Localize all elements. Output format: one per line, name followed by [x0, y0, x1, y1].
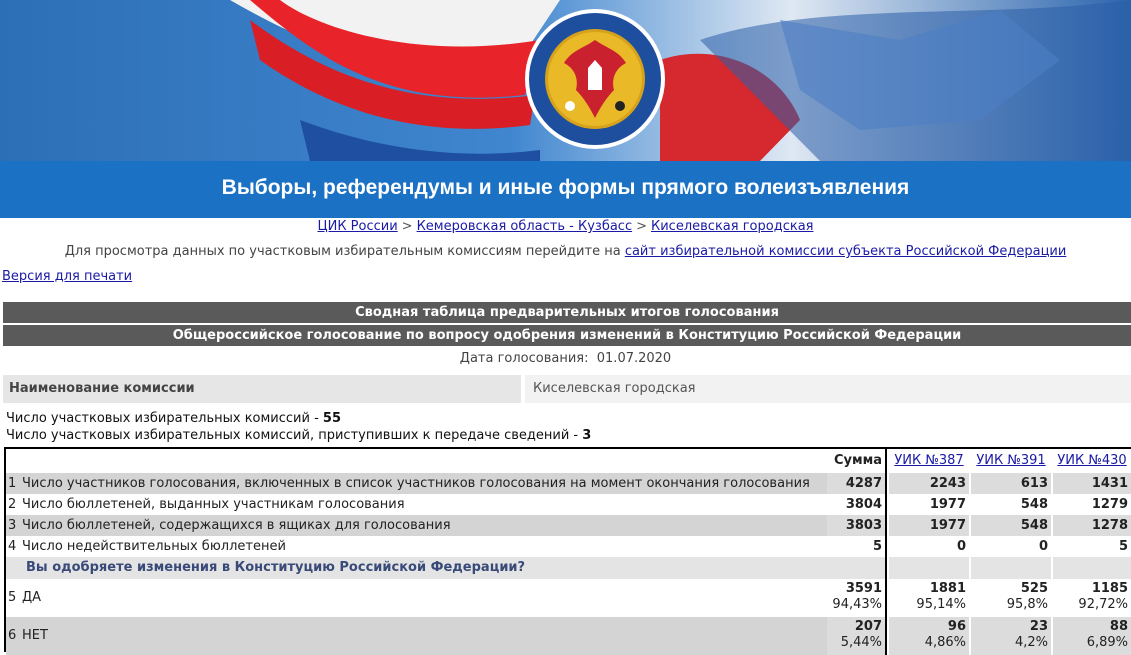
table-row: [6, 536, 1131, 557]
row-uik-430: 1431: [1053, 473, 1131, 494]
summary-table-header: Сводная таблица предварительных итогов голосования: [3, 302, 1131, 323]
commission-name-label: Наименование комиссии: [3, 375, 521, 403]
answer-sum-count: 3591: [845, 581, 882, 596]
answer-sum: [827, 579, 887, 617]
answer-sum-count: 207: [854, 619, 882, 634]
breadcrumb-kemerovo-region[interactable]: Кемеровская область - Кузбасс: [416, 219, 633, 234]
notice-text: Для просмотра данных по участковым избирательным комиссиям перейдите на: [64, 244, 621, 259]
answer-percent: 95,8%: [1006, 597, 1048, 612]
row-sum: 5: [827, 536, 887, 557]
breadcrumb-kiselevsk[interactable]: Киселевская городская: [651, 219, 814, 234]
answer-percent: 4,86%: [924, 635, 966, 650]
answer-uik-430: [1053, 579, 1131, 617]
answer-label: ДА: [22, 579, 827, 617]
row-uik-430: 1279: [1053, 494, 1131, 515]
vote-title-header: Общероссийское голосование по вопросу одобрения изменений в Конституцию Российской Федерации: [3, 325, 1131, 346]
results-table: [4, 447, 1131, 652]
row-uik-387: 1977: [889, 515, 969, 536]
sum-column-header: Сумма: [827, 449, 887, 473]
cik-emblem-logo: [524, 8, 666, 150]
answer-count: 88: [1109, 619, 1128, 634]
table-row: [6, 494, 1131, 515]
row-uik-391: 0: [971, 536, 1051, 557]
table-header-row: [6, 449, 1131, 473]
print-version-link[interactable]: Версия для печати: [2, 269, 133, 284]
question-row: [6, 557, 1131, 579]
question-text: Вы одобряете изменения в Конституцию Российской Федерации?: [22, 557, 827, 579]
site-banner: [0, 0, 1131, 218]
uik-reporting-count: [6, 428, 591, 443]
uik-count-label: Число участковых избирательных комиссий -: [6, 411, 323, 426]
uik-reporting-value: 3: [582, 428, 592, 443]
breadcrumb: [0, 219, 1131, 234]
commission-name-row: [3, 375, 1131, 403]
row-uik-391: 613: [971, 473, 1051, 494]
row-label: Число участников голосования, включенных в список участников голосования на момент окончания голосования: [22, 473, 827, 494]
answer-uik-430: [1053, 617, 1131, 655]
uik-391-link[interactable]: УИК №391: [971, 449, 1051, 473]
regional-commission-site-link[interactable]: сайт избирательной комиссии субъекта Российской Федерации: [624, 244, 1067, 259]
answer-uik-387: [889, 579, 969, 617]
row-sum: 3804: [827, 494, 887, 515]
answer-label: НЕТ: [22, 617, 827, 655]
answer-uik-391: [971, 617, 1051, 655]
vote-date-label: Дата голосования:: [459, 351, 589, 366]
answer-row-no: [6, 617, 1131, 655]
row-sum: 3803: [827, 515, 887, 536]
answer-count: 525: [1020, 581, 1048, 596]
row-label: Число бюллетеней, выданных участникам голосования: [22, 494, 827, 515]
row-number: 5: [6, 579, 22, 617]
breadcrumb-cik-russia[interactable]: ЦИК России: [317, 219, 398, 234]
answer-percent: 95,14%: [916, 597, 966, 612]
answer-percent: 6,89%: [1086, 635, 1128, 650]
row-number: 4: [6, 536, 22, 557]
row-uik-387: 1977: [889, 494, 969, 515]
uik-387-link[interactable]: УИК №387: [889, 449, 969, 473]
uik-430-link[interactable]: УИК №430: [1053, 449, 1131, 473]
row-number: 1: [6, 473, 22, 494]
answer-count: 23: [1029, 619, 1048, 634]
vote-date-value: 01.07.2020: [596, 351, 672, 366]
commission-name-value: Киселевская городская: [525, 375, 1131, 403]
row-sum: 4287: [827, 473, 887, 494]
row-number: 6: [6, 617, 22, 655]
row-label: Число бюллетеней, содержащихся в ящиках для голосования: [22, 515, 827, 536]
row-uik-387: 2243: [889, 473, 969, 494]
row-uik-391: 548: [971, 515, 1051, 536]
row-label: Число недействительных бюллетеней: [22, 536, 827, 557]
row-number: 3: [6, 515, 22, 536]
answer-count: 1881: [929, 581, 966, 596]
row-uik-387: 0: [889, 536, 969, 557]
regional-site-notice: [0, 244, 1131, 259]
row-uik-391: 548: [971, 494, 1051, 515]
answer-percent: 92,72%: [1078, 597, 1128, 612]
answer-count: 96: [947, 619, 966, 634]
table-row: [6, 473, 1131, 494]
uik-reporting-label: Число участковых избирательных комиссий, приступивших к передаче сведений -: [6, 428, 583, 443]
uik-count-value: 55: [322, 411, 342, 426]
site-title: Выборы, референдумы и иные формы прямого волеизъявления: [221, 176, 910, 199]
row-uik-430: 1278: [1053, 515, 1131, 536]
answer-sum: [827, 617, 887, 655]
answer-percent: 4,2%: [1014, 635, 1048, 650]
row-uik-430: 5: [1053, 536, 1131, 557]
answer-sum-percent: 5,44%: [840, 635, 882, 650]
answer-row-yes: [6, 579, 1131, 617]
row-number: 2: [6, 494, 22, 515]
answer-sum-percent: 94,43%: [832, 597, 882, 612]
table-row: [6, 515, 1131, 536]
breadcrumb-separator: >: [401, 219, 413, 234]
answer-uik-391: [971, 579, 1051, 617]
answer-uik-387: [889, 617, 969, 655]
vote-date: [0, 351, 1131, 366]
answer-count: 1185: [1091, 581, 1128, 596]
breadcrumb-separator: >: [636, 219, 647, 234]
uik-count: [6, 411, 341, 426]
